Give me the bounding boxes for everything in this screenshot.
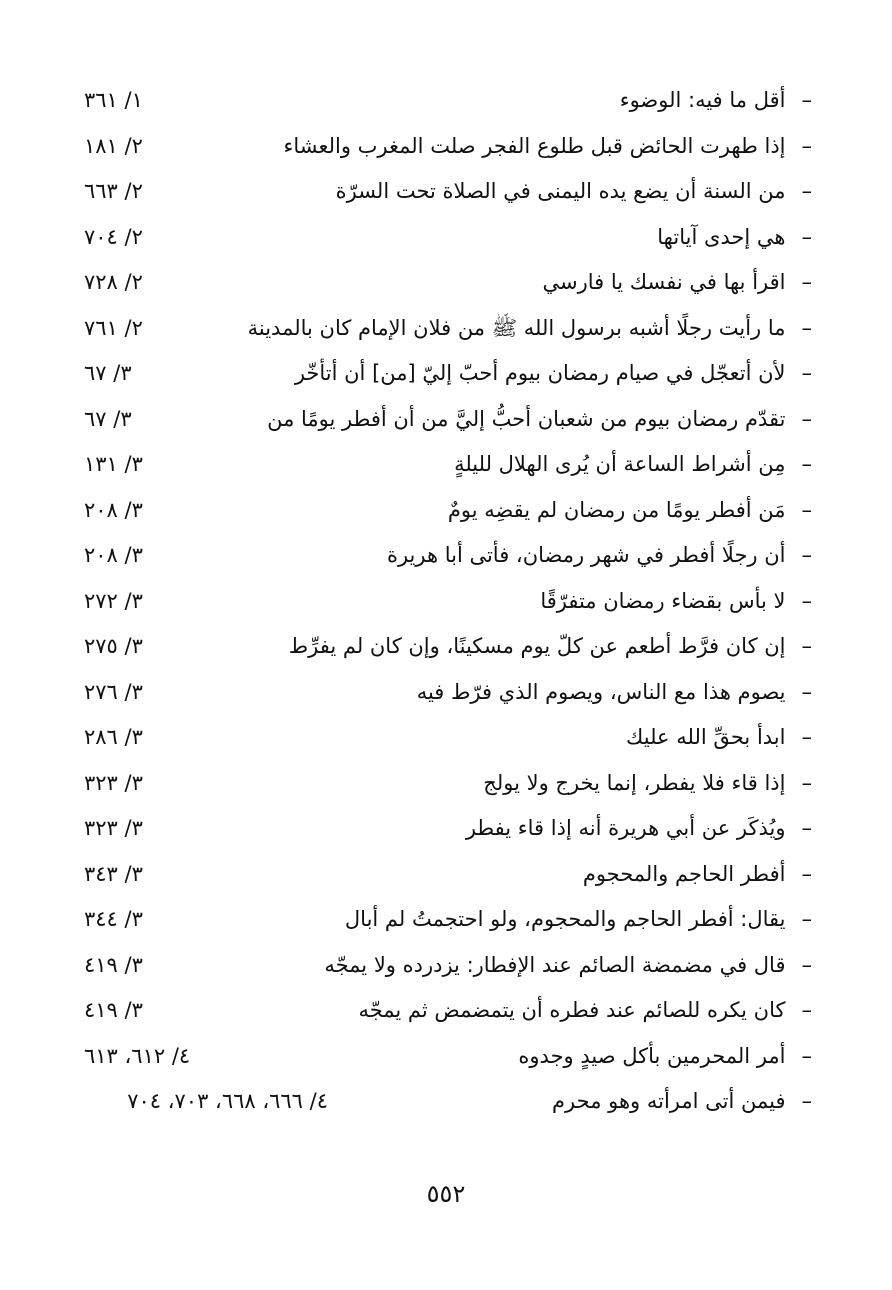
index-entry <box>0 1034 892 1080</box>
entry-dash: – <box>801 179 812 203</box>
entry-text <box>417 676 812 708</box>
entry-reference: ٢/ ١٨١ <box>84 133 143 158</box>
entry-reference: ٣/ ٣٢٣ <box>84 770 143 795</box>
entry-text-body: إن كان فرَّط أطعم عن كلّ يوم مسكينًا، وإن كان لم يفرِّط <box>288 634 786 658</box>
entry-text-body: ما رأيت رجلًا أشبه برسول الله ﷺ من فلان الإمام كان بالمدينة <box>247 315 786 340</box>
entry-dash: – <box>801 634 812 658</box>
entry-text <box>448 494 812 526</box>
entry-dash: – <box>801 361 812 385</box>
entry-text-body: إذا قاء فلا يفطر، إنما يخرج ولا يولج <box>483 770 786 795</box>
entry-dash: – <box>801 224 812 249</box>
entry-dash: – <box>801 725 812 749</box>
entry-text <box>345 903 812 935</box>
entry-text-body: هي إحدى آياتها <box>657 224 786 249</box>
entry-reference: ٣/ ٦٧ <box>84 361 132 385</box>
entry-text <box>540 585 812 617</box>
entry-dash: – <box>801 133 812 158</box>
entry-text <box>466 812 812 844</box>
entry-text <box>267 403 812 435</box>
entry-dash: – <box>801 270 812 294</box>
entry-dash: – <box>801 88 812 112</box>
entry-text <box>454 448 812 480</box>
entry-reference: ٣/ ٢٠٨ <box>84 543 143 567</box>
entry-dash: – <box>801 952 812 977</box>
entry-dash: – <box>801 907 812 931</box>
entry-reference: ٣/ ٣٢٣ <box>84 816 143 840</box>
entry-dash: – <box>801 406 812 431</box>
entry-reference: ٣/ ٢٧٥ <box>84 634 143 658</box>
entry-text <box>289 630 812 662</box>
entry-reference: ٤/ ٦١٢، ٦١٣ <box>84 1043 191 1068</box>
entry-text <box>283 130 812 162</box>
index-entry <box>0 169 892 215</box>
entry-reference: ٢/ ٧٢٨ <box>84 270 143 294</box>
entry-text-body: يقال: أفطر الحاجم والمحجوم، ولو احتجمتُ لم أبال <box>344 907 786 931</box>
page-number: ٥٥٢ <box>426 1180 466 1208</box>
entry-text <box>552 1085 812 1117</box>
index-entry <box>0 488 892 534</box>
index-entry <box>0 306 892 352</box>
entry-text-body: أقل ما فيه: الوضوء <box>619 88 786 112</box>
entry-text-body: ابدأ بحقِّ الله عليك <box>626 725 786 749</box>
entry-text <box>518 1040 812 1072</box>
entry-text <box>620 84 812 116</box>
entry-text-body: فيمن أتى امرأته وهو محرم <box>552 1089 786 1113</box>
entry-text-body: ويُذكَر عن أبي هريرة أنه إذا قاء يفطر <box>465 816 786 840</box>
entry-text <box>583 858 812 890</box>
entry-dash: – <box>801 1089 812 1113</box>
entry-text-body: مِن أشراط الساعة أن يُرى الهلال لليلةٍ <box>454 452 786 476</box>
entry-text <box>336 175 812 207</box>
entry-dash: – <box>801 588 812 613</box>
index-entry <box>0 943 892 989</box>
index-entry <box>0 897 892 943</box>
entry-text-body: تقدّم رمضان بيوم من شعبان أحبُّ إليَّ من أن أفطر يومًا من <box>267 406 786 431</box>
index-entry <box>0 988 892 1034</box>
index-entry <box>0 715 892 761</box>
entry-reference: ٣/ ٦٧ <box>84 406 132 431</box>
index-entry <box>0 579 892 625</box>
entry-reference: ٣/ ٢٠٨ <box>84 497 143 522</box>
index-entry <box>0 1079 892 1125</box>
index-entry <box>0 806 892 852</box>
entry-reference: ٣/ ٣٤٤ <box>84 907 143 931</box>
entry-dash: – <box>801 861 812 886</box>
index-entry <box>0 624 892 670</box>
entry-text-body: أن رجلًا أفطر في شهر رمضان، فأتى أبا هريرة <box>386 543 786 567</box>
entry-text <box>626 721 812 753</box>
index-entry <box>0 761 892 807</box>
entry-text-body: لأن أتعجّل في صيام رمضان بيوم أحبّ إليّ [من] أن أتأخّر <box>294 361 786 385</box>
entry-text-body: لا بأس بقضاء رمضان متفرّقًا <box>540 588 786 613</box>
entry-text <box>358 994 812 1026</box>
index-entry <box>0 215 892 261</box>
entry-dash: – <box>801 770 812 795</box>
index-entry <box>0 397 892 443</box>
entry-reference: ٣/ ٤١٩ <box>84 998 143 1022</box>
entry-dash: – <box>801 679 812 704</box>
entry-reference: ٢/ ٧٠٤ <box>84 224 143 249</box>
entry-dash: – <box>801 315 812 340</box>
index-list <box>0 78 892 1125</box>
entry-text <box>324 949 812 981</box>
entry-text <box>295 357 812 389</box>
entry-text <box>543 266 812 298</box>
entry-reference: ٢/ ٧٦١ <box>84 315 143 340</box>
index-entry <box>0 442 892 488</box>
entry-reference: ٢/ ٦٦٣ <box>84 179 143 203</box>
entry-text-body: مَن أفطر يومًا من رمضان لم يقضِه يومٌ <box>447 497 786 522</box>
entry-text-body: اقرأ بها في نفسك يا فارسي <box>542 270 786 294</box>
entry-dash: – <box>801 816 812 840</box>
index-entry <box>0 351 892 397</box>
entry-text <box>657 221 812 253</box>
entry-text <box>387 539 812 571</box>
entry-text-body: يصوم هذا مع الناس، ويصوم الذي فرّط فيه <box>416 679 786 704</box>
entry-text-body: أفطر الحاجم والمحجوم <box>582 861 786 886</box>
entry-dash: – <box>801 497 812 522</box>
entry-reference: ٣/ ٢٧٦ <box>84 679 143 704</box>
entry-reference: ٣/ ١٣١ <box>84 452 143 476</box>
index-entry <box>0 670 892 716</box>
entry-text-body: أمر المحرمين بأكل صيدٍ وجدوه <box>518 1043 786 1068</box>
index-entry <box>0 124 892 170</box>
entry-text-body: كان يكره للصائم عند فطره أن يتمضمض ثم يمجّه <box>358 998 786 1022</box>
entry-dash: – <box>801 998 812 1022</box>
entry-reference: ٣/ ٤١٩ <box>84 952 143 977</box>
entry-text-body: إذا طهرت الحائض قبل طلوع الفجر صلت المغرب والعشاء <box>283 133 786 158</box>
entry-text-body: من السنة أن يضع يده اليمنى في الصلاة تحت السرّة <box>335 179 786 203</box>
entry-text <box>483 767 812 799</box>
entry-reference: ٣/ ٢٧٢ <box>84 588 143 613</box>
index-entry <box>0 852 892 898</box>
index-entry <box>0 78 892 124</box>
index-entry <box>0 533 892 579</box>
entry-reference: ١/ ٣٦١ <box>84 88 143 112</box>
entry-reference: ٣/ ٣٤٣ <box>84 861 143 886</box>
entry-text-body: قال في مضمضة الصائم عند الإفطار: يزدرده ولا يمجّه <box>324 952 786 977</box>
entry-dash: – <box>801 452 812 476</box>
entry-reference: ٤/ ٦٦٦، ٦٦٨، ٧٠٣، ٧٠٤ <box>127 1089 328 1113</box>
entry-reference: ٣/ ٢٨٦ <box>84 725 143 749</box>
index-entry <box>0 260 892 306</box>
entry-text <box>248 312 812 344</box>
entry-dash: – <box>801 543 812 567</box>
entry-dash: – <box>801 1043 812 1068</box>
